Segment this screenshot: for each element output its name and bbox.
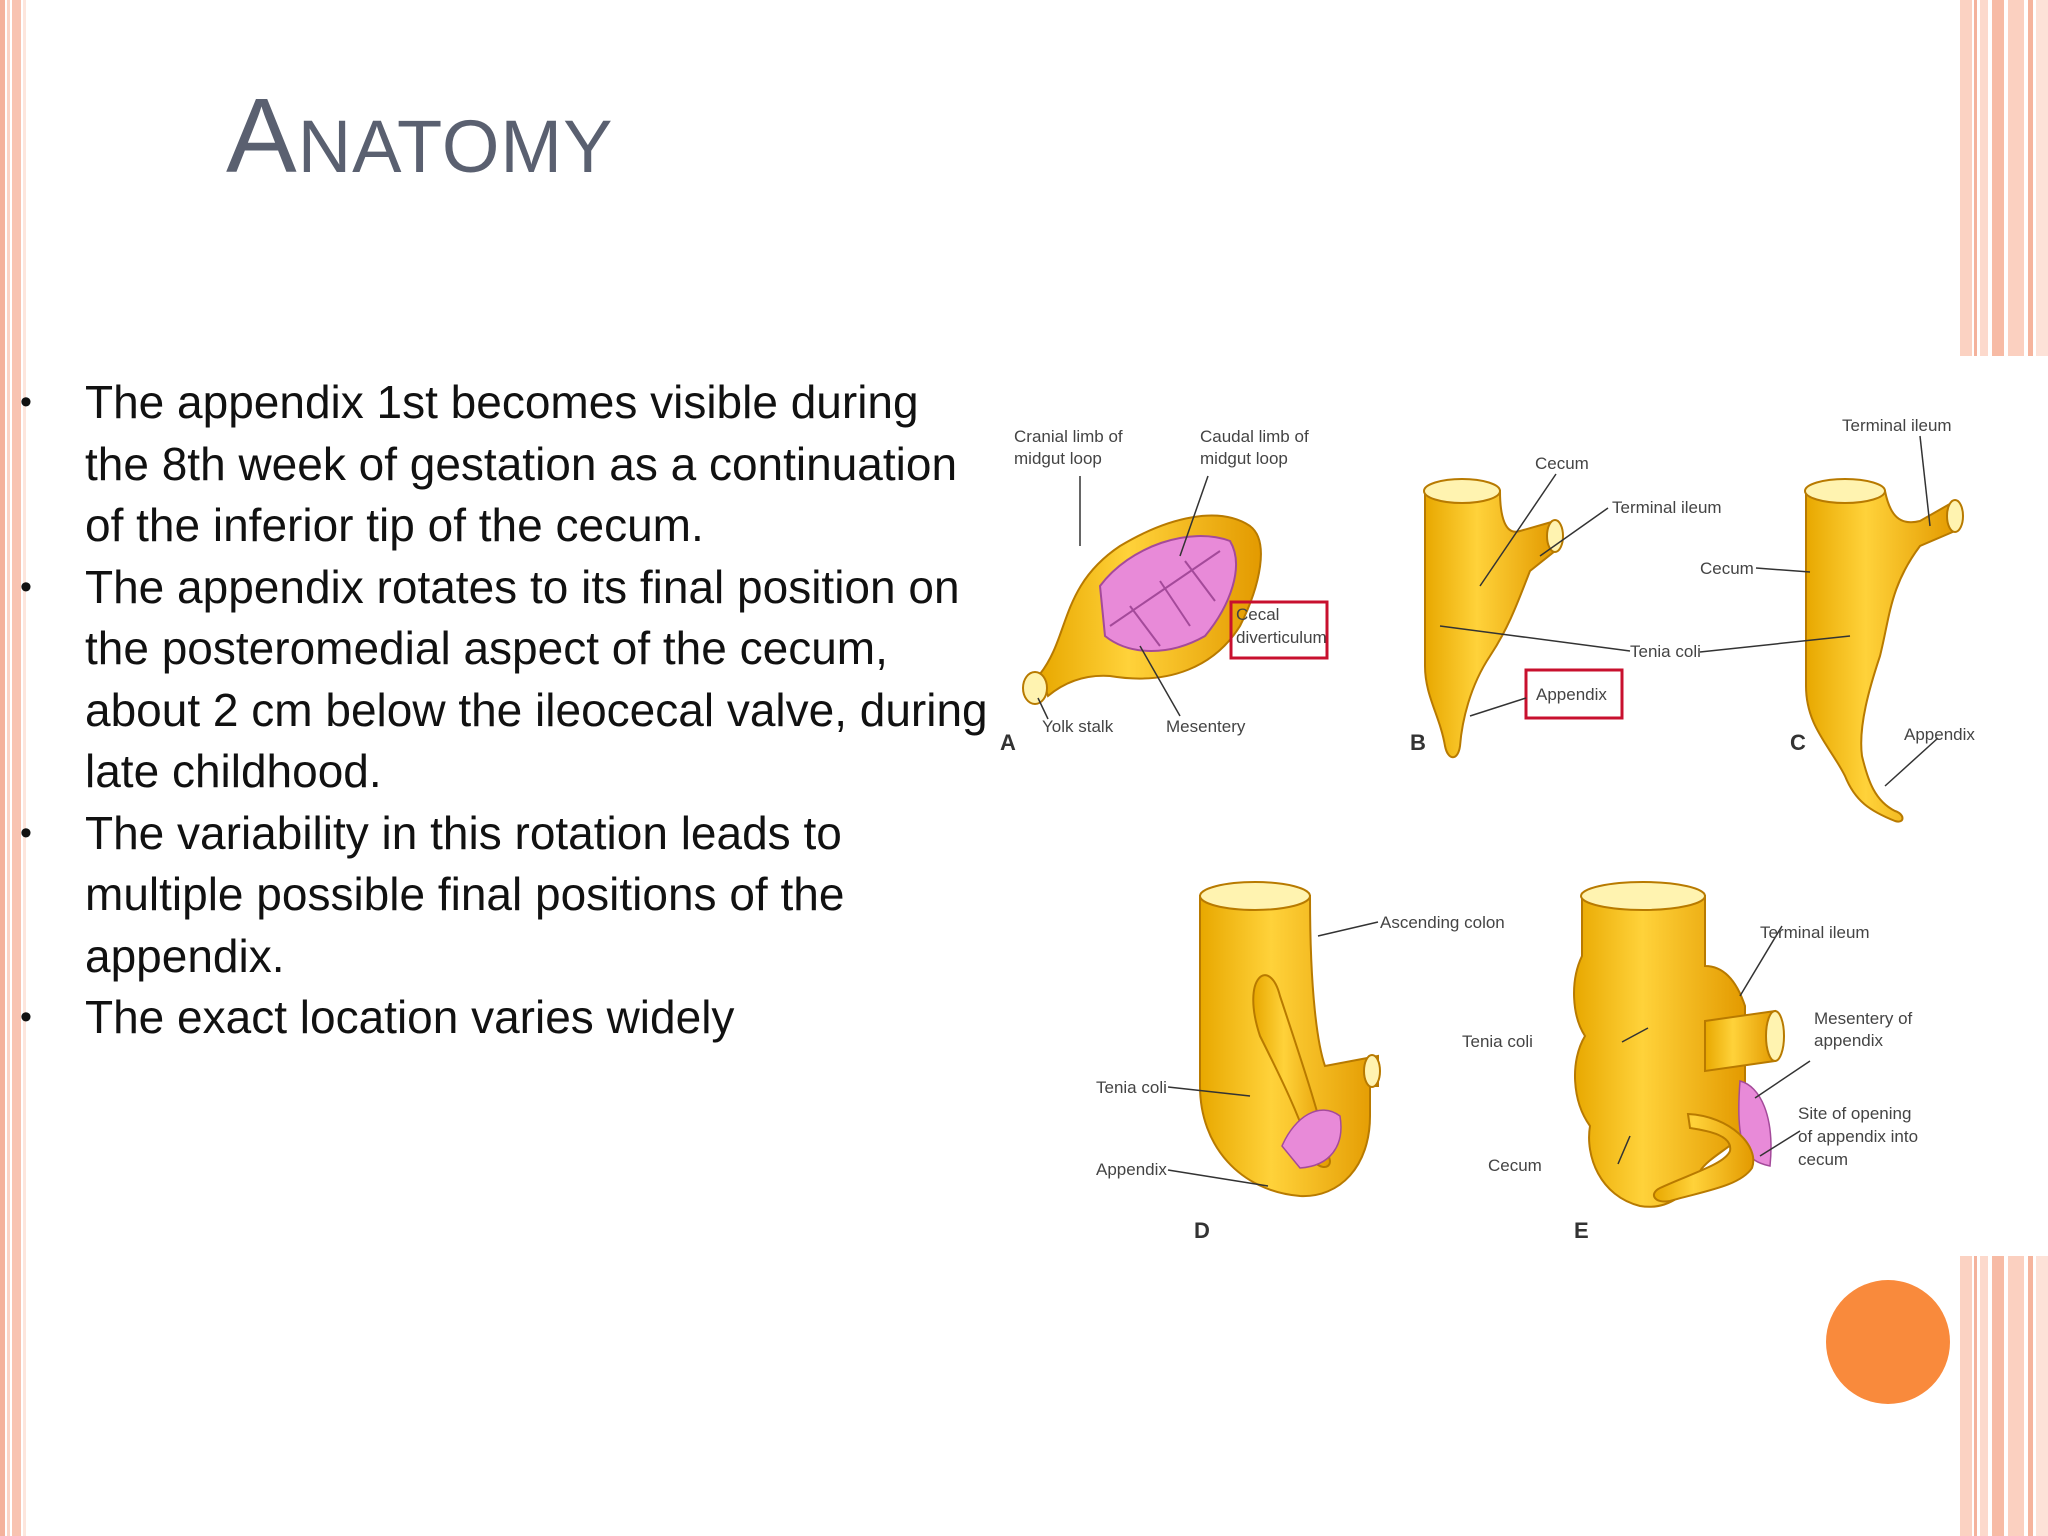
label-site-of-opening: Site of opening <box>1798 1104 1912 1123</box>
label-site-of-opening: of appendix into <box>1798 1127 1919 1146</box>
panel-letter-a: A <box>1000 730 1016 755</box>
bullet-item <box>0 803 990 988</box>
bullet-dot: • <box>20 383 32 421</box>
label-terminal-ileum: Terminal ileum <box>1842 416 1952 435</box>
bullet-item <box>0 372 990 557</box>
panel-b-cecum-early <box>1410 454 1722 757</box>
panel-a-midgut-loop <box>1000 427 1327 755</box>
label-cecal-diverticulum: Cecal <box>1236 605 1280 624</box>
panel-e-adult-cecum <box>1462 882 1918 1243</box>
panel-d-ascending-colon <box>1096 882 1505 1243</box>
appendix-development-figure <box>1000 356 2048 1256</box>
label-cecum: Cecum <box>1700 559 1754 578</box>
label-terminal-ileum: Terminal ileum <box>1760 923 1870 942</box>
label-mesentery: Mesentery <box>1166 717 1246 736</box>
label-terminal-ileum: Terminal ileum <box>1612 498 1722 517</box>
label-site-of-opening: cecum <box>1798 1150 1849 1169</box>
label-yolk-stalk: Yolk stalk <box>1042 717 1114 736</box>
orange-circle-decoration <box>1826 1280 1950 1404</box>
bullet-dot: • <box>20 567 32 606</box>
panel-letter-d: D <box>1194 1218 1210 1243</box>
bullet-item <box>0 557 990 803</box>
bullet-text: The appendix 1st becomes visible during the 8th week of gestation as a continuation of the inferior tip of the cecum. <box>85 376 958 551</box>
bullet-item <box>0 987 990 1049</box>
bullet-dot: • <box>20 998 32 1036</box>
panel-c-cecum-rotation <box>1630 416 1975 822</box>
label-appendix: Appendix <box>1536 685 1607 704</box>
label-caudal-limb: Caudal limb of <box>1200 427 1309 446</box>
label-cecum: Cecum <box>1488 1156 1542 1175</box>
label-mesentery-of-appendix: Mesentery of <box>1814 1009 1913 1028</box>
bullet-dot: • <box>20 813 32 852</box>
label-mesentery-of-appendix: appendix <box>1814 1031 1884 1050</box>
panel-letter-b: B <box>1410 730 1426 755</box>
label-ascending-colon: Ascending colon <box>1380 913 1505 932</box>
label-tenia-coli: Tenia coli <box>1630 642 1701 661</box>
label-cranial-limb: Cranial limb of <box>1014 427 1123 446</box>
panel-letter-c: C <box>1790 730 1806 755</box>
label-cranial-limb: midgut loop <box>1014 449 1102 468</box>
label-cecum: Cecum <box>1535 454 1589 473</box>
bullet-text: The exact location varies widely <box>85 991 735 1043</box>
label-caudal-limb: midgut loop <box>1200 449 1288 468</box>
bullet-text: The variability in this rotation leads to multiple possible final positions of the appendix. <box>85 806 845 982</box>
label-appendix: Appendix <box>1904 725 1975 744</box>
label-tenia-coli: Tenia coli <box>1096 1078 1167 1097</box>
label-appendix: Appendix <box>1096 1160 1167 1179</box>
label-cecal-diverticulum: diverticulum <box>1236 628 1327 647</box>
bullet-list <box>0 372 990 1049</box>
label-tenia-coli: Tenia coli <box>1462 1032 1533 1051</box>
anatomy-illustration <box>1000 356 2048 1256</box>
bullet-text: The appendix rotates to its final position on the posteromedial aspect of the cecum, about 2 cm below the ileocecal valve, during late childhood. <box>85 560 988 797</box>
slide-title: Anatomy <box>226 77 614 195</box>
panel-letter-e: E <box>1574 1218 1589 1243</box>
